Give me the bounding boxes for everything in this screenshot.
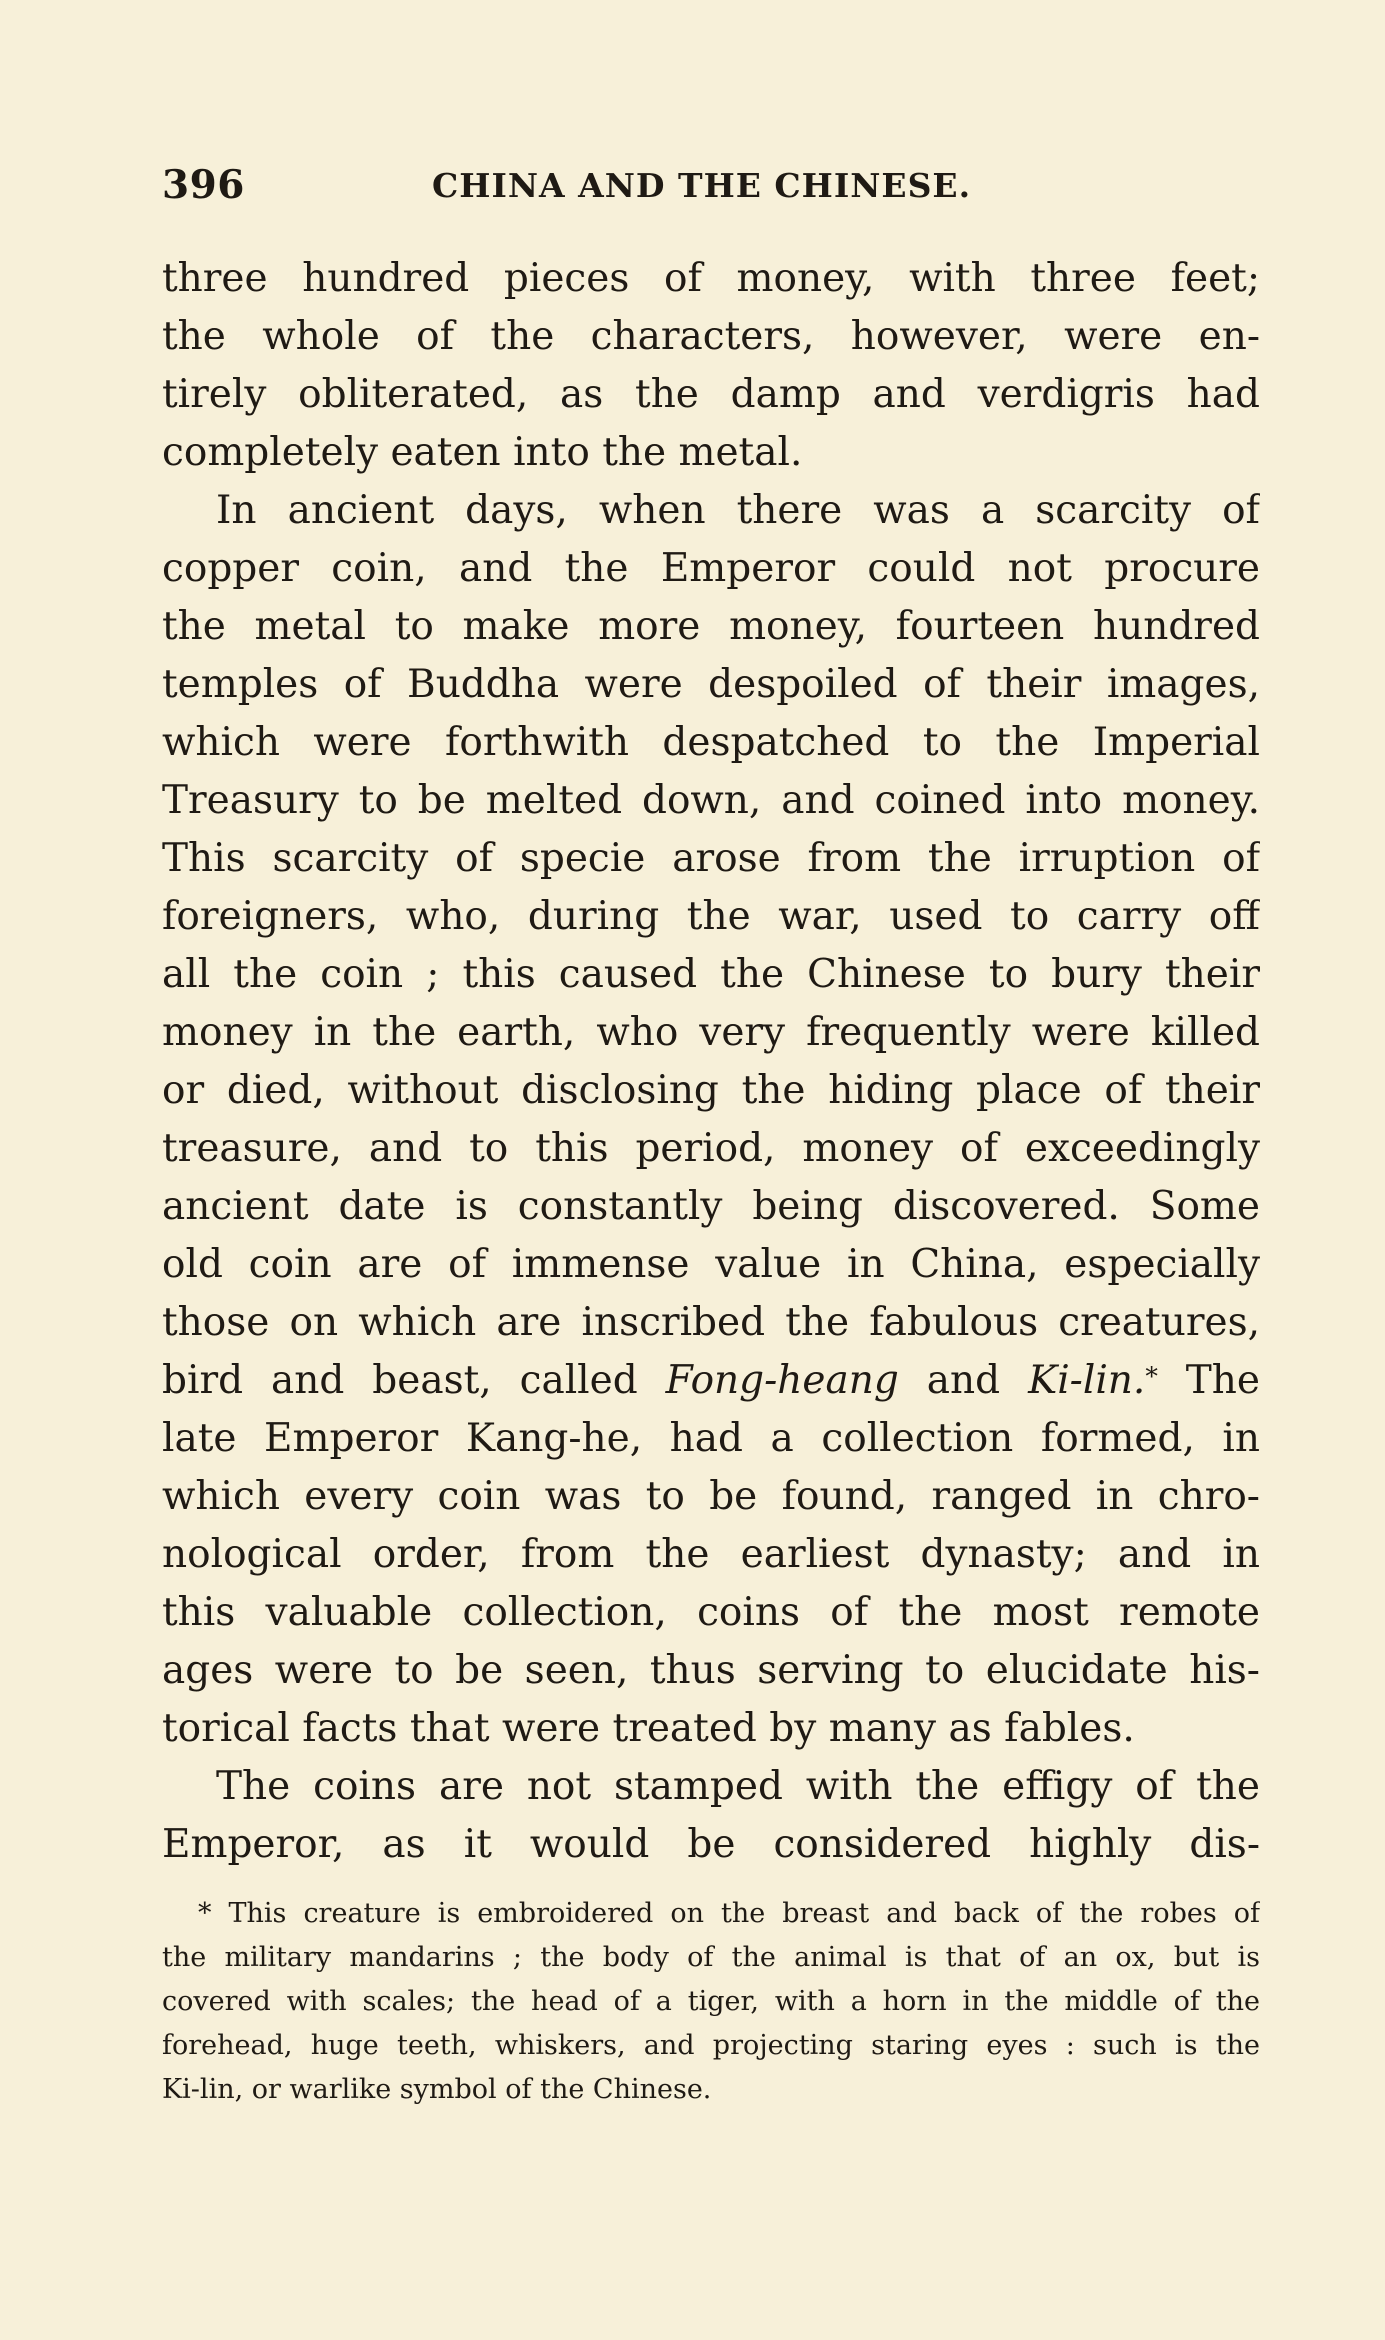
text-line: nological order, from the earliest dynasty; and in (162, 1532, 1260, 1577)
footnote-line: forehead, huge teeth, whiskers, and projecting staring eyes : such is the (162, 2030, 1260, 2061)
running-head: CHINA AND THE CHINESE. (432, 166, 972, 205)
text-line: ancient date is constantly being discovered. Some (162, 1184, 1260, 1229)
text-line: three hundred pieces of money, with three feet; (162, 256, 1260, 301)
text-line: Emperor, as it would be considered highly dis- (162, 1822, 1260, 1867)
text-line: temples of Buddha were despoiled of their images, (162, 662, 1260, 707)
text-line: money in the earth, who very frequently were killed (162, 1010, 1260, 1055)
italic-term-ki-lin: Ki-lin. (1028, 1358, 1146, 1403)
text-line: ages were to be seen, thus serving to elucidate his- (162, 1648, 1260, 1693)
italic-term-fong-heang: Fong-heang (665, 1358, 899, 1403)
footnote-line: Ki-lin, or warlike symbol of the Chinese. (162, 2074, 712, 2105)
footnote-line: * This creature is embroidered on the breast and back of the robes of (198, 1898, 1260, 1929)
text-line: The coins are not stamped with the effigy of the (216, 1764, 1260, 1809)
text-line: tirely obliterated, as the damp and verdigris had (162, 372, 1260, 417)
text-line: Treasury to be melted down, and coined into money. (162, 778, 1260, 823)
text-line: torical facts that were treated by many as fables. (162, 1706, 1135, 1751)
footnote-line: the military mandarins ; the body of the animal is that of an ox, but is (162, 1942, 1260, 1973)
text-line: those on which are inscribed the fabulous creatures, (162, 1300, 1260, 1345)
text-line: foreigners, who, during the war, used to carry off (162, 894, 1260, 939)
text-line: or died, without disclosing the hiding place of their (162, 1068, 1260, 1113)
text-line: which were forthwith despatched to the Imperial (162, 720, 1260, 765)
text-segment: The (1157, 1358, 1260, 1403)
text-segment: bird and beast, called (162, 1358, 666, 1403)
body-text (162, 250, 1260, 1874)
page-number: 396 (162, 162, 245, 208)
text-line: treasure, and to this period, money of exceedingly (162, 1126, 1260, 1171)
text-line: copper coin, and the Emperor could not procure (162, 546, 1260, 591)
text-line-with-italics (162, 1352, 1260, 1410)
text-segment: and (898, 1358, 1029, 1403)
text-line: old coin are of immense value in China, especially (162, 1242, 1260, 1287)
text-line: this valuable collection, coins of the most remote (162, 1590, 1260, 1635)
footnote (162, 1892, 1260, 2112)
text-line: late Emperor Kang-he, had a collection formed, in (162, 1416, 1260, 1461)
text-line: the metal to make more money, fourteen hundred (162, 604, 1260, 649)
footnote-reference-mark[interactable]: * (1145, 1362, 1158, 1391)
text-line: which every coin was to be found, ranged in chro- (162, 1474, 1260, 1519)
text-line: This scarcity of specie arose from the irruption of (162, 836, 1260, 881)
text-line: In ancient days, when there was a scarcity of (216, 488, 1260, 533)
page-header (162, 162, 1249, 212)
text-line: all the coin ; this caused the Chinese to bury their (162, 952, 1260, 997)
footnote-line: covered with scales; the head of a tiger, with a horn in the middle of the (162, 1986, 1260, 2017)
text-line: the whole of the characters, however, were en- (162, 314, 1260, 359)
text-line: completely eaten into the metal. (162, 430, 803, 475)
